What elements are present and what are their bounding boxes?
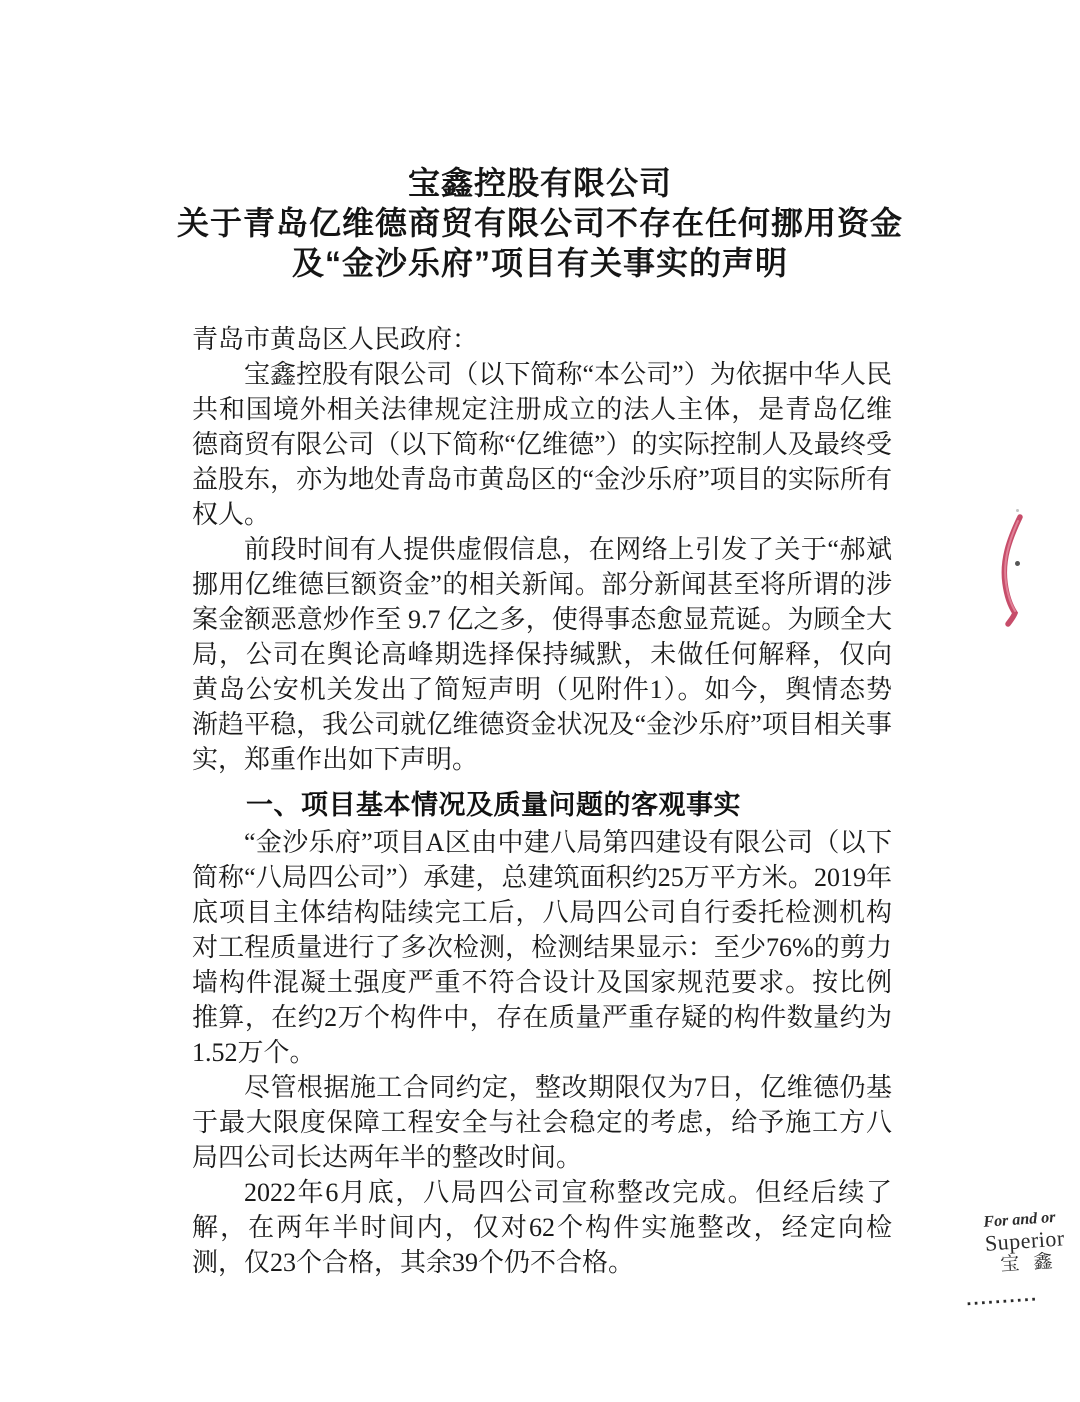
paragraph-3: “金沙乐府”项目A区由中建八局第四建设有限公司（以下简称“八局四公司”）承建，总建筑面积约25万平方米。2019年底项目主体结构陆续完工后，八局四公司自行委托检测机构对工程质量进行了多次检测，检测结果显示：至少76%的剪力墙构件混凝土强度严重不符合设计及国家规范要求。按比例推算，在约2万个构件中，存在质量严重存疑的构件数量约为1.52万个。 xyxy=(192,828,892,1067)
ink-speck xyxy=(1016,509,1019,512)
paragraph-2: 前段时间有人提供虚假信息，在网络上引发了关于“郝斌挪用亿维德巨额资金”的相关新闻。部分新闻甚至将所谓的涉案金额恶意炒作至 9.7 亿之多，使得事态愈显荒诞。为顾全大局，公司在舆论高峰期选择保持缄默，未做任何解释，仅向黄岛公安机关发出了简短声明（见附件1）。如今，舆情态势渐趋平稳，我公司就亿维德资金状况及“金沙乐府”项目相关事实，郑重作出如下声明。 xyxy=(192,535,892,774)
title-line-subject-2: 及“金沙乐府”项目有关事实的声明 xyxy=(291,245,788,281)
title-line-subject-1: 关于青岛亿维德商贸有限公司不存在任何挪用资金 xyxy=(176,205,903,241)
title-line-company: 宝鑫控股有限公司 xyxy=(407,165,672,201)
document-title xyxy=(0,163,1080,283)
ink-dot xyxy=(1015,561,1020,566)
salutation: 青岛市黄岛区人民政府： xyxy=(192,325,479,354)
signature-english-line-2: Superior xyxy=(984,1225,1066,1256)
dotted-line: ·········· xyxy=(965,1290,1039,1314)
paragraph-1: 宝鑫控股有限公司（以下简称“本公司”）为依据中华人民共和国境外相关法律规定注册成立的法人主体，是青岛亿维德商贸有限公司（以下简称“亿维德”）的实际控制人及最终受益股东，亦为地处青岛市黄岛区的“金沙乐府”项目的实际所有权人。 xyxy=(192,360,892,529)
paragraph-4: 尽管根据施工合同约定，整改期限仅为7日，亿维德仍基于最大限度保障工程安全与社会稳定的考虑，给予施工方八局四公司长达两年半的整改时间。 xyxy=(192,1073,892,1172)
signature-fragment xyxy=(983,1206,1080,1278)
document-body xyxy=(192,322,892,1280)
signature-english-line-1: For and or xyxy=(982,1208,1056,1231)
section-heading-1: 一、项目基本情况及质量问题的客观事实 xyxy=(246,790,741,820)
red-pen-mark-icon xyxy=(982,505,1042,635)
paragraph-5: 2022年6月底，八局四公司宣称整改完成。但经后续了解，在两年半时间内，仅对62个构件实施整改，经定向检测，仅23个合格，其余39个仍不合格。 xyxy=(192,1178,892,1277)
signature-chinese-line: 宝鑫 xyxy=(999,1250,1068,1276)
